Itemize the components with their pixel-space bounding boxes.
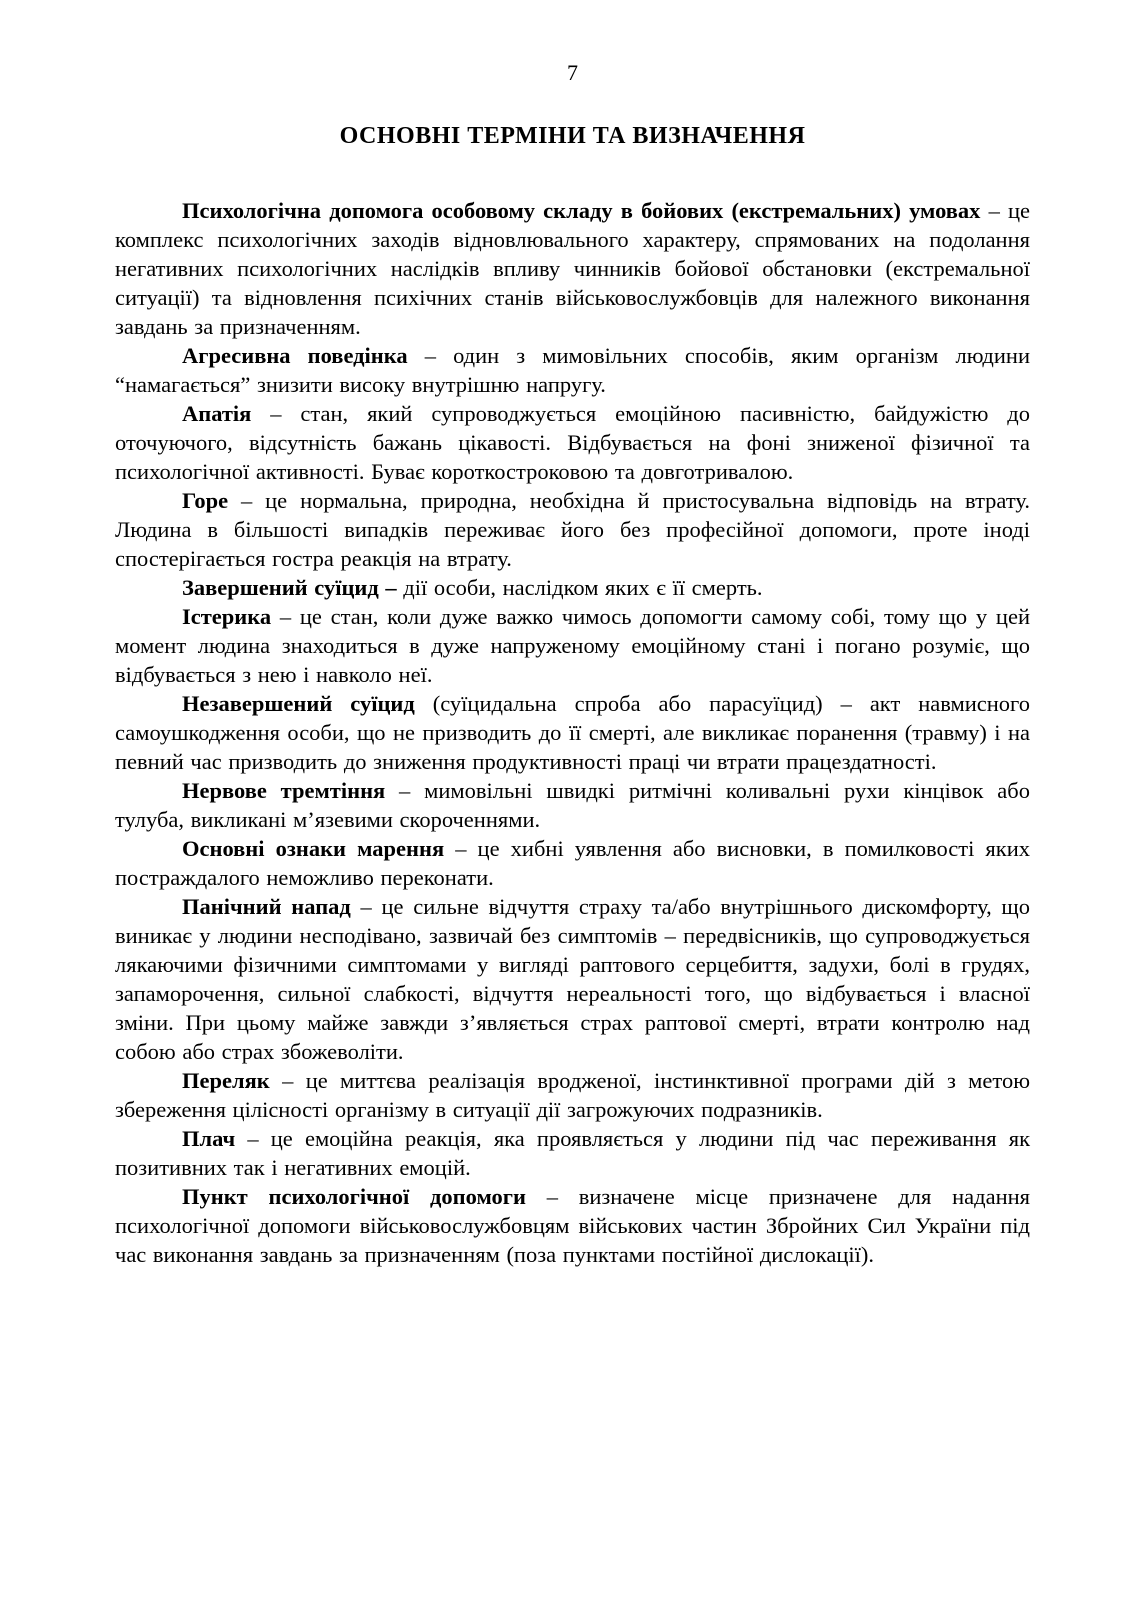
term-paragraph (115, 776, 1030, 834)
definitions-list (115, 196, 1030, 1269)
term-definition: – це комплекс психологічних заходів відновлювального характеру, спрямованих на подолання негативних психологічних наслідків впливу чинників бойової обстановки (екстремальної ситуації) та відновлення психічних станів військовослужбовців для належного виконання завдань за призначенням. (115, 198, 1031, 339)
term-paragraph (115, 486, 1030, 573)
term-definition: – це емоційна реакція, яка проявляється у людини під час переживання як позитивних так і негативних емоцій. (115, 1126, 1030, 1180)
term-definition: дії особи, наслідком яких є її смерть. (396, 575, 763, 600)
term-definition: – стан, який супроводжується емоційною пасивністю, байдужістю до оточуючого, відсутність бажань цікавості. Відбувається на фоні зниженої фізичної та психологічної активності. Буває короткостроковою та довготривалою. (115, 401, 1030, 484)
term-definition: – мимовільні швидкі ритмічні коливальні рухи кінцівок або тулуба, викликані м’язевими скороченнями. (115, 778, 1030, 832)
term-name: Основні ознаки марення (182, 836, 445, 861)
term-name: Психологічна допомога особовому складу в бойових (екстремальних) умовах (182, 198, 981, 223)
term-name: Горе (182, 488, 229, 513)
term-name: Плач (182, 1126, 236, 1151)
term-definition: – це нормальна, природна, необхідна й пристосувальна відповідь на втрату. Людина в більшості випадків переживає його без професійної допомоги, проте іноді спостерігається гостра реакція на втрату. (115, 488, 1030, 571)
term-paragraph (115, 602, 1030, 689)
term-name: Завершений суїцид – (182, 575, 397, 600)
term-paragraph (115, 341, 1030, 399)
term-definition: – визначене місце призначене для надання психологічної допомоги військовослужбовцям військових частин Збройних Сил України під час виконання завдань за призначенням (поза пунктами постійної дислокації). (115, 1184, 1030, 1267)
term-name: Агресивна поведінка (182, 343, 408, 368)
term-paragraph (115, 1182, 1030, 1269)
term-definition: (суїцидальна спроба або парасуїцид) – акт навмисного самоушкодження особи, що не призводить до її смерті, але викликає поранення (травму) і на певний час призводить до зниження продуктивності праці чи втрати працездатності. (115, 691, 1030, 774)
page-title: ОСНОВНІ ТЕРМІНИ ТА ВИЗНАЧЕННЯ (339, 123, 806, 149)
term-name: Апатія (182, 401, 252, 426)
term-paragraph (115, 1066, 1030, 1124)
term-name: Пункт психологічної допомоги (182, 1184, 526, 1209)
term-name: Переляк (182, 1068, 270, 1093)
term-definition: – один з мимовільних способів, яким організм людини “намагається” знизити високу внутрішню напругу. (115, 343, 1030, 397)
term-paragraph (115, 834, 1030, 892)
term-paragraph (115, 689, 1030, 776)
term-definition: – це миттєва реалізація вродженої, інстинктивної програми дій з метою збереження цілісності організму в ситуації дії загрожуючих подразників. (115, 1068, 1030, 1122)
term-definition: – це хибні уявлення або висновки, в помилковості яких постраждалого неможливо переконати. (115, 836, 1031, 890)
term-paragraph (115, 892, 1030, 1066)
term-paragraph (115, 196, 1030, 341)
term-name: Незавершений суїцид (182, 691, 415, 716)
term-paragraph (115, 399, 1030, 486)
term-definition: – це стан, коли дуже важко чимось допомогти самому собі, тому що у цей момент людина знаходиться в дуже напруженому емоційному стані і погано розуміє, що відбувається з нею і навколо неї. (115, 604, 1030, 687)
term-definition: – це сильне відчуття страху та/або внутрішнього дискомфорту, що виникає у людини несподівано, зазвичай без симптомів – передвісників, що супроводжується лякаючими фізичними симптомами у вигляді раптового серцебиття, задухи, болі в грудях, запаморочення, сильної слабкості, відчуття нереальності того, що відбувається і власної зміни. При цьому майже завжди з’являється страх раптової смерті, втрати контролю над собою або страх збожеволіти. (115, 894, 1030, 1064)
term-name: Панічний напад (182, 894, 351, 919)
page-number: 7 (567, 60, 578, 85)
term-name: Істерика (182, 604, 272, 629)
term-paragraph (115, 573, 1030, 602)
term-name: Нервове тремтіння (182, 778, 386, 803)
term-paragraph (115, 1124, 1030, 1182)
